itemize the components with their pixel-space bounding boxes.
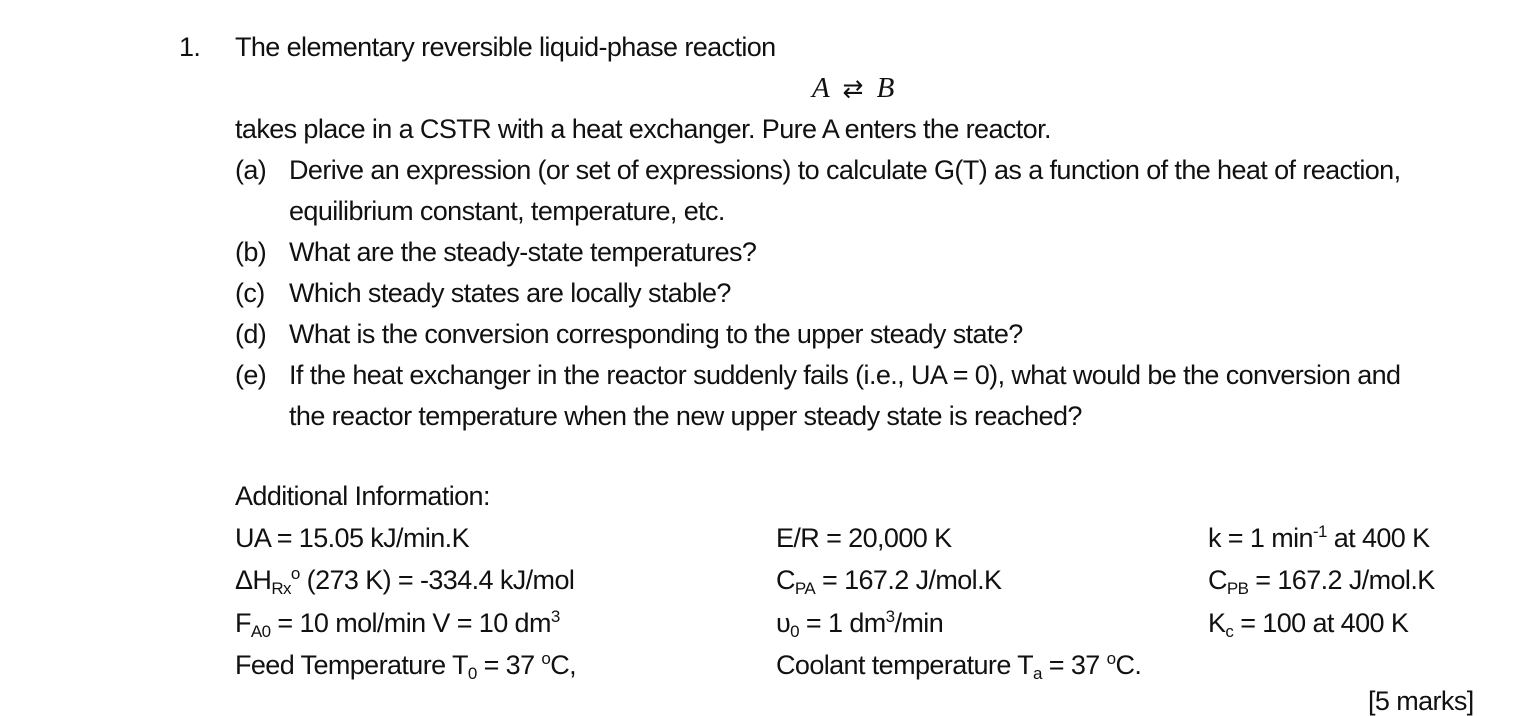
coolant-subscript: a [1033, 664, 1042, 683]
feed-temp-value: = 37 [476, 650, 542, 680]
kc-subscript: c [1225, 622, 1234, 641]
fa0-and-volume [235, 607, 560, 641]
part-a-text-line2: equilibrium constant, temperature, etc. [289, 196, 725, 226]
v0-subscript: 0 [790, 622, 800, 641]
kc-value: = 100 at 400 K [1233, 608, 1409, 638]
feed-temperature [235, 649, 577, 683]
feed-temp-unit: C, [550, 650, 577, 680]
product: B [876, 72, 895, 104]
dh-value: (273 K) = -334.4 kJ/mol [299, 565, 575, 595]
kc-symbol: K [1208, 608, 1226, 638]
k-condition: at 400 K [1326, 523, 1430, 553]
dh-superscript: o [290, 564, 300, 583]
fa0-subscript: A0 [250, 622, 271, 641]
question-context: takes place in a CSTR with a heat exchanger. Pure A enters the reactor. [235, 114, 1051, 144]
v0-value: = 1 dm [799, 608, 886, 638]
cpa-value [776, 565, 1002, 598]
ua-value: UA = 15.05 kJ/min.K [235, 523, 469, 553]
coolant-label: Coolant temperature T [776, 650, 1034, 680]
v0-superscript: 3 [885, 607, 895, 626]
coolant-unit: C. [1115, 650, 1142, 680]
part-e-text-line1: If the heat exchanger in the reactor suddenly fails (i.e., UA = 0), what would be the conversion and [289, 360, 1401, 390]
feed-temp-degree: o [541, 649, 551, 668]
k-label: k = 1 min [1208, 523, 1313, 553]
part-d-label: (d) [235, 319, 267, 349]
rate-constant [1208, 522, 1430, 553]
coolant-value: = 37 [1041, 650, 1107, 680]
volume-superscript: 3 [550, 607, 560, 626]
dh-subscript: Rx [271, 579, 291, 598]
question-number: 1. [179, 32, 201, 62]
part-a-text-line1: Derive an expression (or set of expressions) to calculate G(T) as a function of the heat of reaction, [289, 155, 1401, 185]
cpa-subscript: PA [794, 579, 816, 598]
part-b-label: (b) [235, 237, 267, 267]
part-c-text: Which steady states are locally stable? [289, 278, 731, 308]
coolant-temperature [776, 649, 1142, 683]
coolant-degree: o [1106, 649, 1116, 668]
heat-of-reaction [235, 564, 575, 598]
cpb-value [1208, 565, 1435, 598]
part-c-label: (c) [235, 278, 265, 308]
part-e-label: (e) [235, 360, 267, 390]
cpa-number: = 167.2 J/mol.K [815, 565, 1002, 595]
activation-energy: E/R = 20,000 K [776, 523, 952, 553]
part-d-text: What is the conversion corresponding to the upper steady state? [289, 319, 1023, 349]
volumetric-flow [776, 607, 944, 641]
feed-temp-label: Feed Temperature T [235, 650, 468, 680]
cpb-number: = 167.2 J/mol.K [1248, 565, 1435, 595]
dh-symbol: ΔH [235, 565, 272, 595]
reaction-equation [812, 74, 894, 103]
part-b-text: What are the steady-state temperatures? [289, 237, 757, 267]
reactant: A [812, 72, 830, 104]
cpa-symbol: C [776, 565, 795, 595]
equilibrium-constant [1208, 608, 1409, 641]
reversible-arrow-icon: ⇄ [842, 74, 864, 103]
cpb-subscript: PB [1226, 579, 1249, 598]
part-e-text-line2: the reactor temperature when the new upper steady state is reached? [289, 401, 1082, 431]
fa0-value: = 10 mol/min V = 10 dm [270, 608, 551, 638]
k-superscript: -1 [1312, 522, 1327, 541]
v0-symbol: υ [776, 608, 791, 638]
feed-temp-subscript: 0 [467, 664, 477, 683]
part-a-label: (a) [235, 155, 267, 185]
additional-info-heading: Additional Information: [235, 481, 490, 511]
v0-unit: /min [894, 608, 944, 638]
marks-label: [5 marks] [1368, 686, 1474, 716]
cpb-symbol: C [1208, 565, 1227, 595]
question-intro: The elementary reversible liquid-phase reaction [235, 32, 776, 62]
fa0-symbol: F [235, 608, 251, 638]
